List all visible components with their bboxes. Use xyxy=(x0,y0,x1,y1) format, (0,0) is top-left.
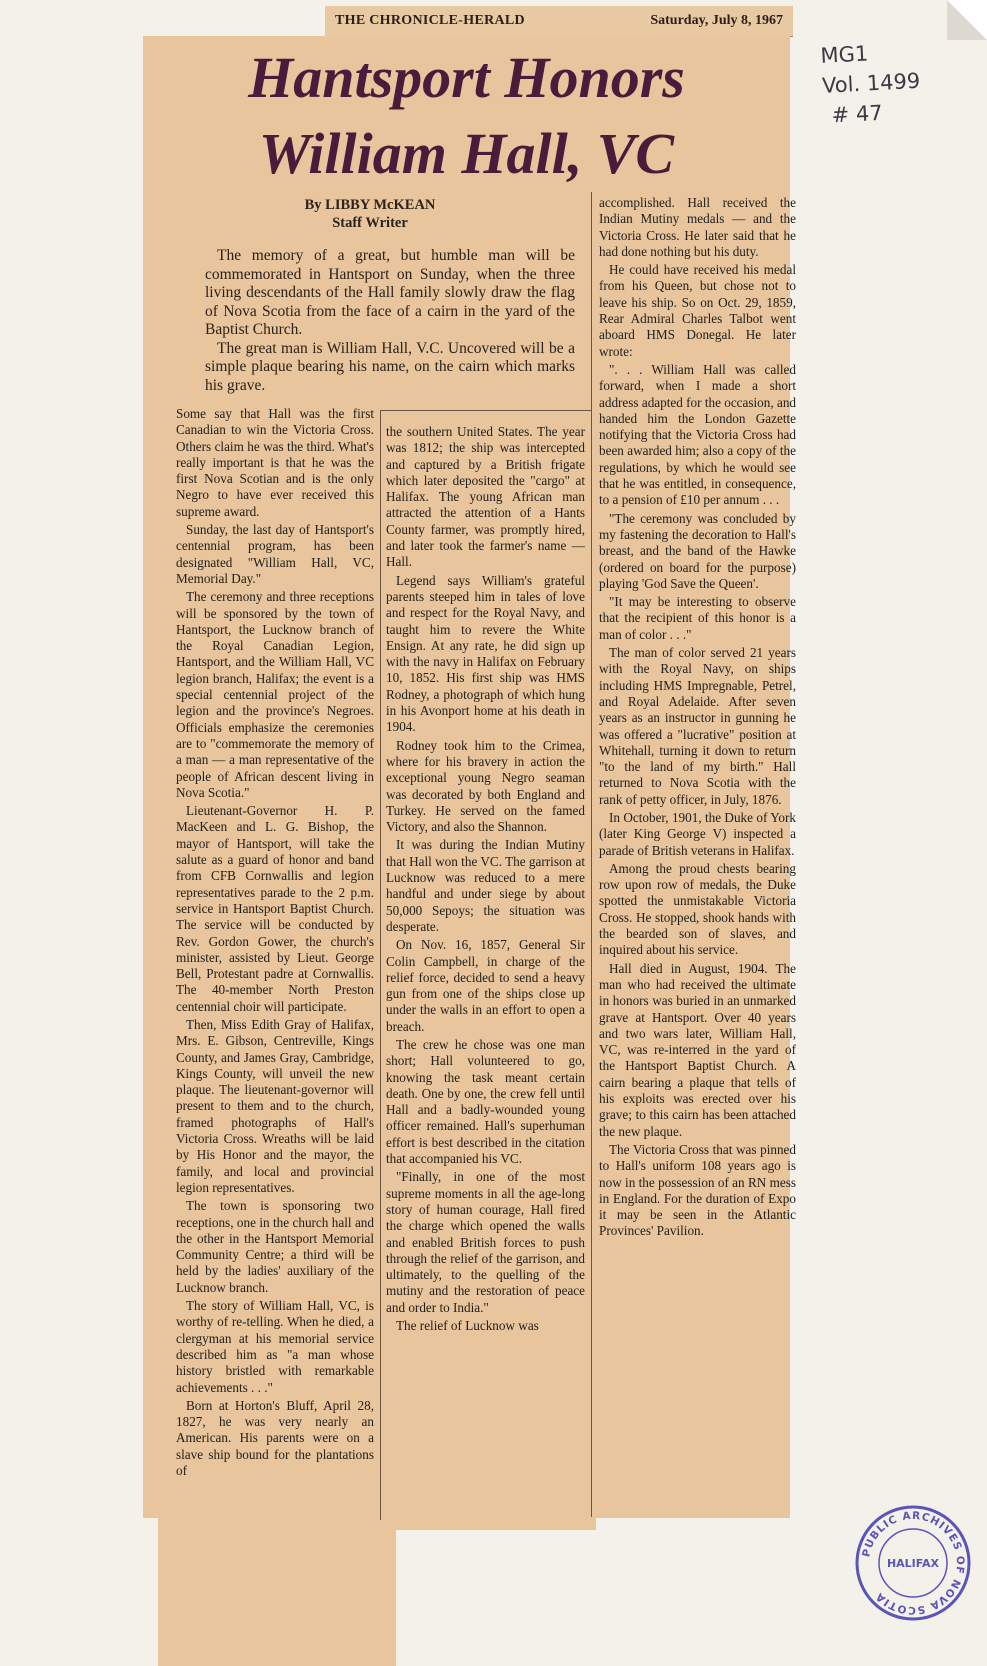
byline-author: By LIBBY McKEAN xyxy=(304,197,436,213)
archives-stamp xyxy=(853,1503,973,1623)
article-column-2 xyxy=(386,424,585,1336)
column-divider-horizontal xyxy=(380,410,591,411)
lede-paragraph: The great man is William Hall, V.C. Uncovered will be a simple plaque bearing his name, on the cairn which marks his grave. xyxy=(205,339,575,394)
headline-line-1: Hantsport Honors xyxy=(248,45,685,110)
column-paragraph: The town is sponsoring two receptions, one in the church hall and the other in the Hantsport Memorial Community Centre; a third will be held by the ladies' auxiliary of the Lucknow branch. xyxy=(176,1198,374,1295)
article-column-3 xyxy=(599,195,796,1242)
handwritten-archive-reference xyxy=(820,35,935,131)
column-paragraph: The story of William Hall, VC, is worthy of re-telling. When he died, a clergyman at his memorial service described him as "a man whose history bristled with remarkable achievements . . ." xyxy=(176,1298,374,1395)
article-column-1 xyxy=(176,406,374,1481)
column-paragraph: The man of color served 21 years with the Royal Navy, on ships including HMS Impregnable, Petrel, and Royal Adelaide. After seven years as an instructor in gunning he was offered a "lucrative" position at Whitehall, turning it down to return "to the land of my birth." Hall returned to Nova Scotia with the rank of petty officer, in July, 1876. xyxy=(599,645,796,807)
newspaper-clipping-tail xyxy=(158,1516,396,1666)
byline xyxy=(250,196,490,232)
article-headline xyxy=(143,40,790,192)
handwritten-line: MG1 xyxy=(819,41,869,68)
stamp-ring-text: PUBLIC ARCHIVES OF NOVA SCOTIA xyxy=(860,1509,967,1617)
column-paragraph: In October, 1901, the Duke of York (later King George V) inspected a parade of British veterans in Halifax. xyxy=(599,809,796,858)
column-paragraph: Rodney took him to the Crimea, where for his bravery in action the exceptional young Negro seaman was decorated by both England and Turkey. He served on the famed Victory, and also the Shannon. xyxy=(386,737,585,835)
column-paragraph: Hall died in August, 1904. The man who had received the ultimate in honors was buried in an unmarked grave at Hantsport. Over 40 years and two wars later, William Hall, VC, was re-interred in the yard of the Hantsport Baptist Church. A cairn bearing a plaque that tells of his exploits was erected over his grave; to this cairn has been attached the new plaque. xyxy=(599,960,796,1139)
column-paragraph: ". . . William Hall was called forward, when I made a short address adapted for the occasion, and handed him the London Gazette notifying that the Victoria Cross had been awarded him; also a copy of the regulations, by which he would see that he was entitled, in consequence, to a pension of £10 per annum . . . xyxy=(599,361,797,508)
column-paragraph: The relief of Lucknow was xyxy=(396,1318,539,1334)
column-paragraph: Born at Horton's Bluff, April 28, 1827, he was very nearly an American. His parents were on a slave ship bound for the plantations of xyxy=(176,1397,374,1478)
masthead-strip xyxy=(325,6,793,37)
publication-date: Saturday, July 8, 1967 xyxy=(650,13,783,28)
lede-paragraph: The memory of a great, but humble man will be commemorated in Hantsport on Sunday, when the three living descendants of the Hall family slowly draw the flag of Nova Scotia from the face of a cairn in the yard of the Baptist Church. xyxy=(205,247,575,338)
column-paragraph: Lieutenant-Governor H. P. MacKeen and L. G. Bishop, the mayor of Hantsport, will take the salute as a guard of honor and band from CFB Cornwallis and legion representatives parade to the 2 p.m. service in Hantsport Baptist Church. The service will be conducted by Rev. Gordon Gower, the church's minister, assisted by Lieut. George Bell, Protestant padre at Cornwallis. The 40-member North Preston centennial choir will participate. xyxy=(176,803,374,1014)
handwritten-line: # 47 xyxy=(831,100,884,128)
column-paragraph: Then, Miss Edith Gray of Halifax, Mrs. E. Gibson, Centreville, Kings County, and James Gray, Cambridge, Kings County, will unveil the new plaque. The lieutenant-governor will present to them and to the church, framed photographs of Hall's Victoria Cross. Wreaths will be laid by His Honor and the mayor, the family, and local and provincial legion representatives. xyxy=(176,1016,374,1195)
article-lede xyxy=(205,247,575,395)
column-paragraph: "Finally, in one of the most supreme moments in all the age-long story of human courage, Hall fired the charge which opened the walls and enabled British forces to push through the relief of the garrison, and ultimately, to the quelling of the mutiny and the restoration of peace and order to India." xyxy=(386,1169,585,1315)
folded-page-corner xyxy=(947,0,987,40)
column-divider-2 xyxy=(591,192,592,1517)
column-paragraph: "It may be interesting to observe that the recipient of this honor is a man of color . . ." xyxy=(599,594,796,642)
headline-line-2: William Hall, VC xyxy=(258,121,675,186)
column-paragraph: Among the proud chests bearing row upon row of medals, the Duke spotted the unmistakable Victoria Cross. He stopped, shook hands with the bearded son of slaves, and inquired about his service. xyxy=(599,860,796,958)
column-paragraph: On Nov. 16, 1857, General Sir Colin Campbell, in charge of the relief force, decided to send a heavy gun from one of the ships close up under the walls in an effort to open a breach. xyxy=(386,937,585,1034)
column-paragraph: He could have received his medal from his Queen, but chose not to leave his ship. So on Oct. 29, 1859, Rear Admiral Charles Talbot went aboard HMS Donegal. He later wrote: xyxy=(599,262,796,359)
column-paragraph: Sunday, the last day of Hantsport's centennial program, has been designated "William Hall, VC, Memorial Day." xyxy=(176,522,374,586)
byline-role: Staff Writer xyxy=(332,215,408,231)
column-paragraph: The Victoria Cross that was pinned to Hall's uniform 108 years ago is now in the possession of an RN mess in England. For the duration of Expo it may be seen in the Atlantic Provinces' Pavilion. xyxy=(599,1141,796,1239)
stamp-center-text: HALIFAX xyxy=(886,1557,940,1570)
column-paragraph: "The ceremony was concluded by my fastening the decoration to Hall's breast, and the band of the Hawke (ordered on board for the purpose) playing 'God Save the Queen'. xyxy=(599,510,796,591)
column-divider-1 xyxy=(380,410,381,1520)
column-paragraph: the southern United States. The year was 1812; the ship was intercepted and captured by a British frigate which later deposited the "cargo" at Halifax. The young African man attracted the attention of a Hants County farmer, was promptly hired, and later took the farmer's name — Hall. xyxy=(386,424,585,570)
column-paragraph: The ceremony and three receptions will be sponsored by the town of Hantsport, the Lucknow branch of the Royal Canadian Legion, Hantsport, and the William Hall, VC legion branch, Halifax; the event is a special centennial project of the legion and the province's Negroes. Officials emphasize the ceremonies are to "commemorate the memory of a man — a man representative of the people of African descent living in Nova Scotia." xyxy=(176,589,374,800)
column-paragraph: Legend says William's grateful parents steeped him in tales of love and respect for the Royal Navy, and taught him to revere the White Ensign. At any rate, he did sign up with the navy in Halifax on February 10, 1852. His first ship was HMS Rodney, a photograph of which hung in his Avonport home at his death in 1904. xyxy=(386,572,585,735)
column-paragraph: accomplished. Hall received the Indian Mutiny medals — and the Victoria Cross. He later said that he had done nothing but his duty. xyxy=(599,195,796,259)
column-paragraph: Some say that Hall was the first Canadian to win the Victoria Cross. Others claim he was the third. What's really important is that he was the first Nova Scotian and is the only Negro to have ever received this supreme award. xyxy=(176,406,374,519)
newspaper-name: THE CHRONICLE-HERALD xyxy=(335,13,525,28)
column-paragraph: The crew he chose was one man short; Hall volunteered to go, knowing the task meant certain death. One by one, the crew fell until Hall and a badly-wounded young officer remained. Hall's superhuman effort is best described in the citation that accompanied his VC. xyxy=(386,1036,585,1167)
handwritten-line: Vol. 1499 xyxy=(821,68,921,98)
newspaper-clipping-tab xyxy=(396,1516,596,1530)
column-paragraph: It was during the Indian Mutiny that Hall won the VC. The garrison at Lucknow was reduced to a mere handful and under siege by about 50,000 Sepoys; the situation was desperate. xyxy=(386,837,585,934)
